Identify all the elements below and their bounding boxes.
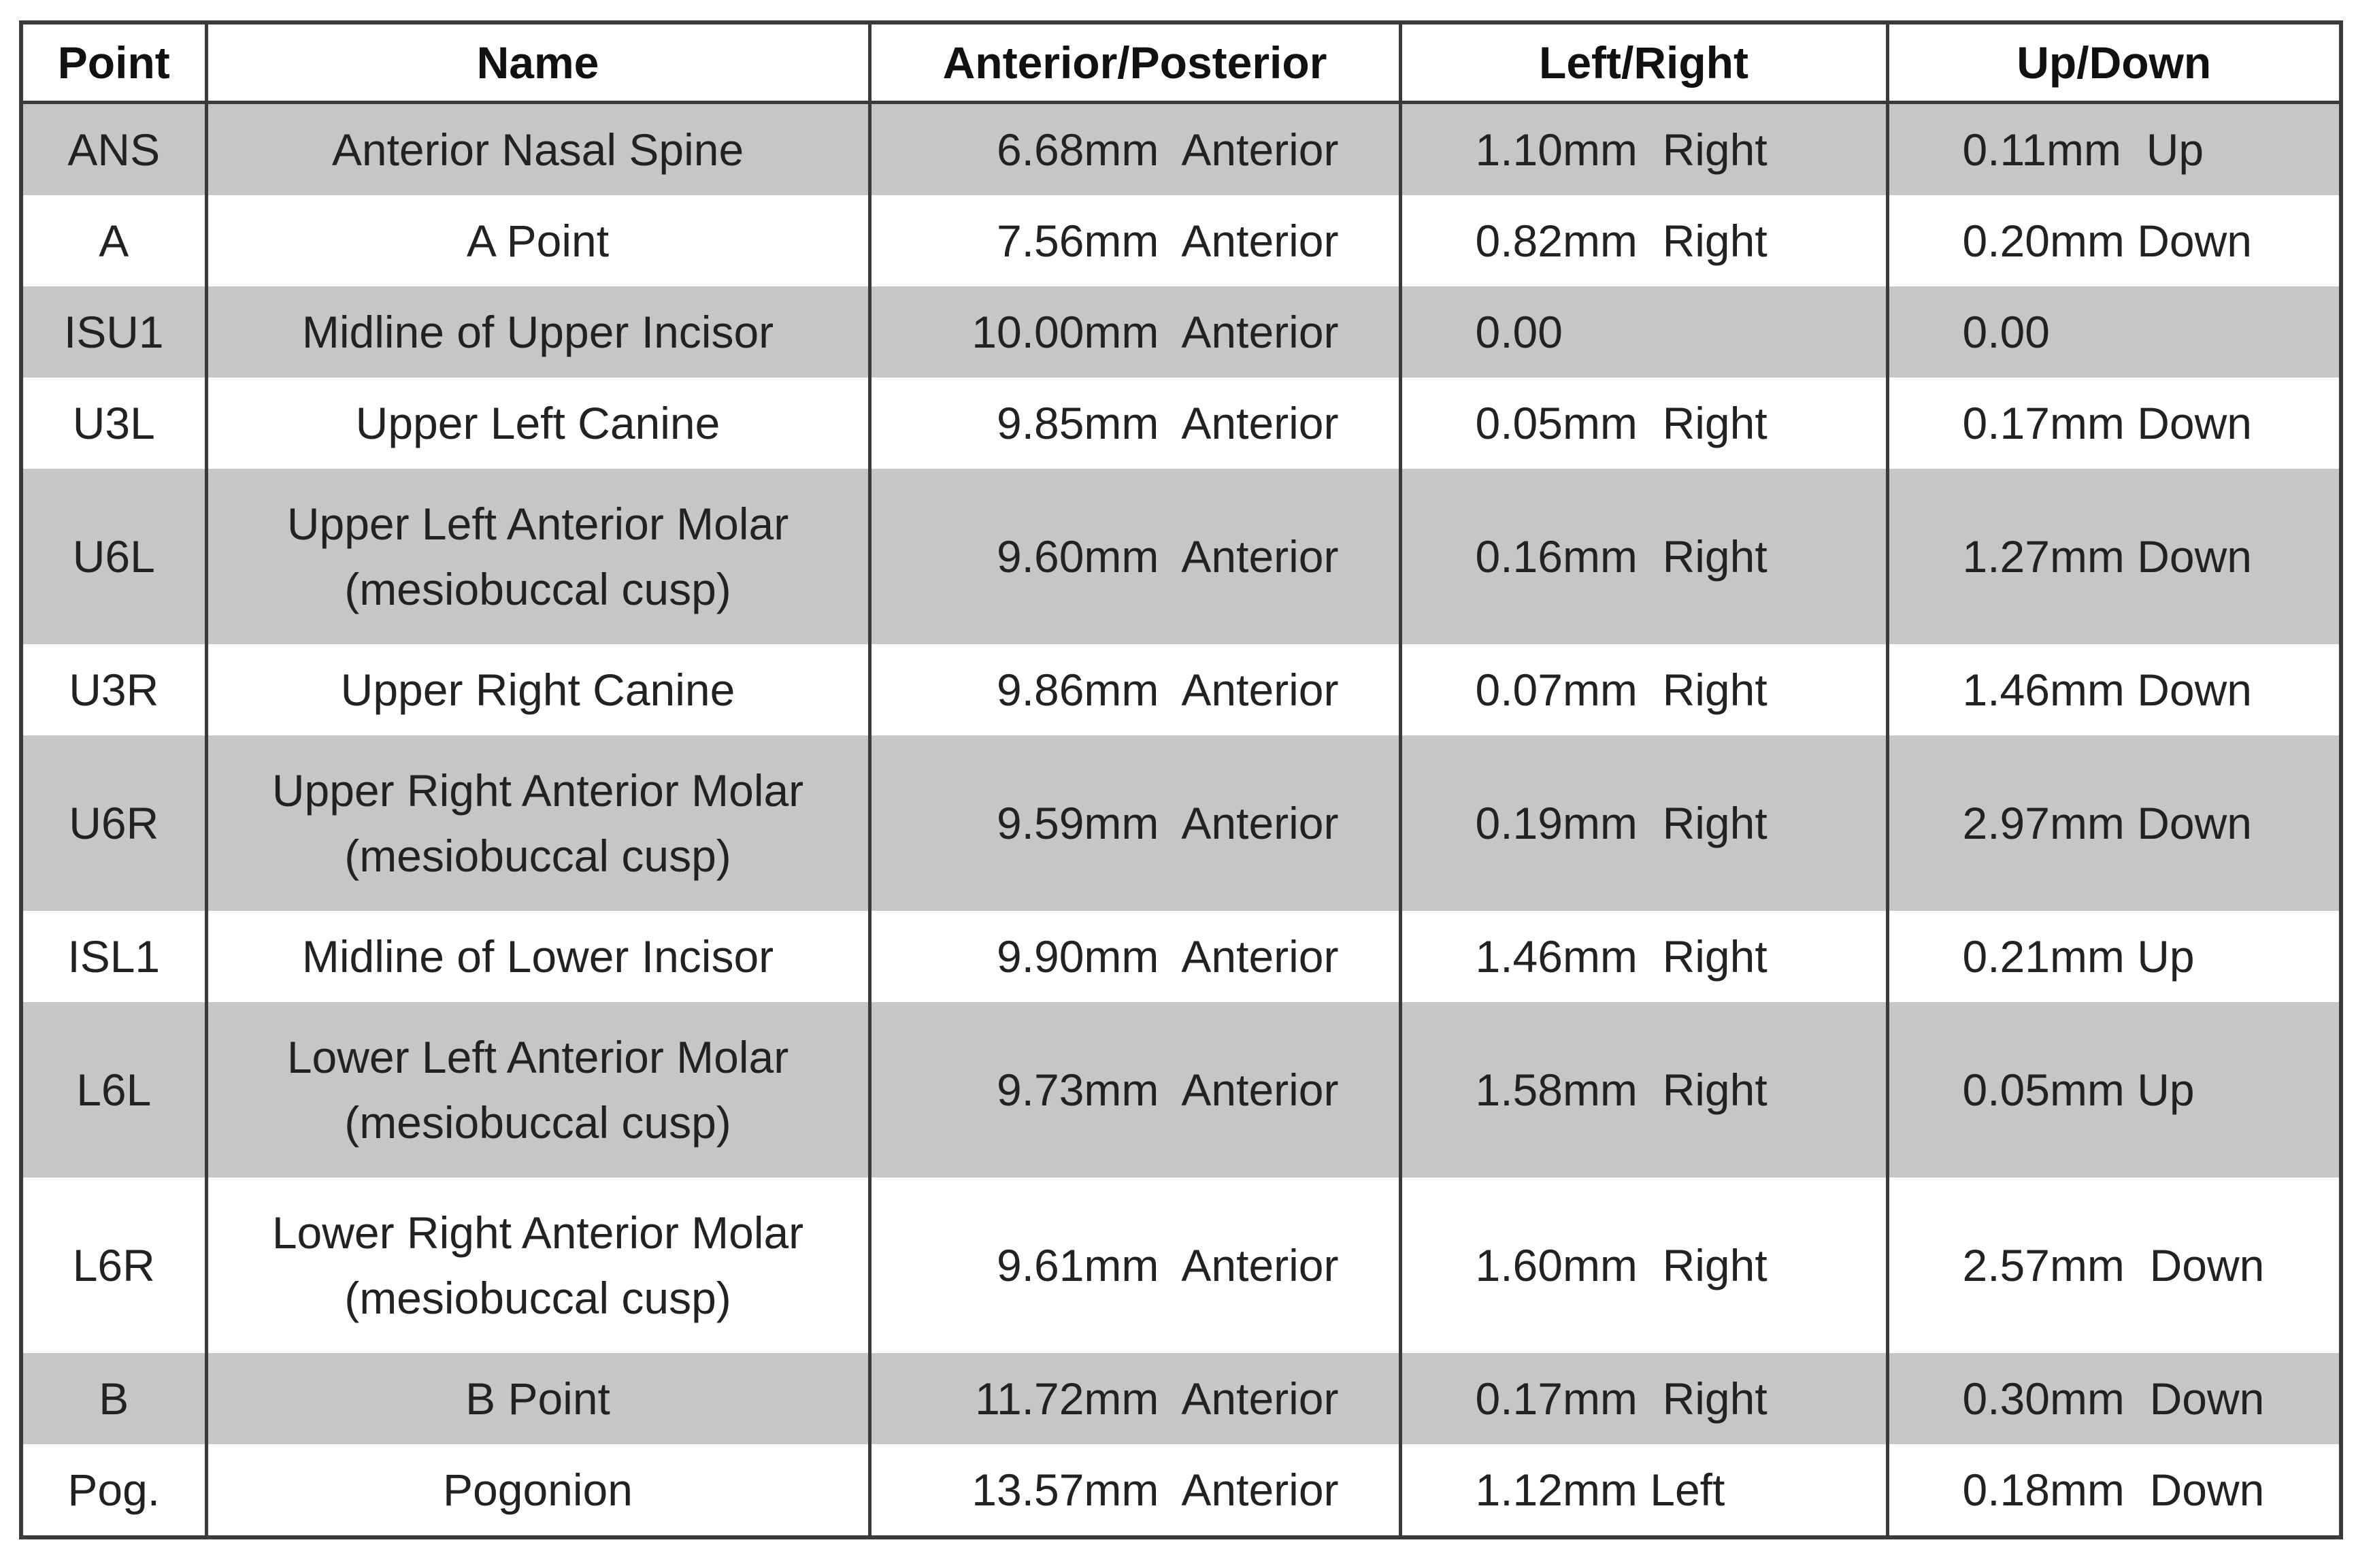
name-line: Lower Left Anterior Molar — [286, 1032, 789, 1082]
point-cell: ANS — [21, 103, 206, 196]
name-line: Upper Right Anterior Molar — [271, 765, 804, 816]
left-right-cell: 1.46mm Right — [1400, 911, 1887, 1002]
anterior-posterior-cell: 9.59mm Anterior — [869, 735, 1400, 911]
table-row — [21, 911, 2341, 1002]
point-cell: A — [21, 195, 206, 286]
name-line: Upper Left Canine — [355, 398, 720, 448]
name-line: Anterior Nasal Spine — [331, 124, 744, 175]
left-right-cell: 0.00 — [1400, 286, 1887, 378]
left-right-cell: 0.17mm Right — [1400, 1353, 1887, 1444]
name-cell — [206, 911, 869, 1002]
name-line: A Point — [466, 216, 610, 266]
name-cell — [206, 378, 869, 469]
anterior-posterior-cell: 9.90mm Anterior — [869, 911, 1400, 1002]
table-row — [21, 735, 2341, 911]
point-cell: L6L — [21, 1002, 206, 1178]
header-point: Point — [21, 22, 206, 103]
name-line: B Point — [465, 1373, 610, 1424]
table-row — [21, 1002, 2341, 1178]
up-down-cell: 0.30mm Down — [1887, 1353, 2341, 1444]
table-header — [21, 22, 2341, 103]
name-line: (mesiobuccal cusp) — [344, 564, 731, 614]
header-up-down: Up/Down — [1887, 22, 2341, 103]
point-cell: ISU1 — [21, 286, 206, 378]
name-line: Lower Right Anterior Molar — [271, 1207, 804, 1258]
left-right-cell: 0.07mm Right — [1400, 644, 1887, 735]
table-row — [21, 1444, 2341, 1537]
name-cell — [206, 1178, 869, 1353]
left-right-cell: 1.60mm Right — [1400, 1178, 1887, 1353]
name-cell — [206, 1444, 869, 1537]
header-name: Name — [206, 22, 869, 103]
up-down-cell: 1.46mm Down — [1887, 644, 2341, 735]
name-line: Pogonion — [443, 1465, 633, 1515]
header-row — [21, 22, 2341, 103]
up-down-cell: 2.97mm Down — [1887, 735, 2341, 911]
point-cell: U3L — [21, 378, 206, 469]
name-line: Upper Left Anterior Molar — [286, 499, 789, 549]
anterior-posterior-cell: 9.73mm Anterior — [869, 1002, 1400, 1178]
name-line: Midline of Upper Incisor — [301, 307, 774, 357]
table-row — [21, 103, 2341, 196]
point-cell: U3R — [21, 644, 206, 735]
table-row — [21, 1353, 2341, 1444]
point-cell: Pog. — [21, 1444, 206, 1537]
anterior-posterior-cell: 13.57mm Anterior — [869, 1444, 1400, 1537]
left-right-cell: 0.19mm Right — [1400, 735, 1887, 911]
anterior-posterior-cell: 9.60mm Anterior — [869, 469, 1400, 644]
up-down-cell: 0.05mm Up — [1887, 1002, 2341, 1178]
name-cell — [206, 1353, 869, 1444]
table-row — [21, 469, 2341, 644]
point-cell: L6R — [21, 1178, 206, 1353]
up-down-cell: 0.17mm Down — [1887, 378, 2341, 469]
point-cell: ISL1 — [21, 911, 206, 1002]
point-cell: B — [21, 1353, 206, 1444]
point-cell: U6L — [21, 469, 206, 644]
table-row — [21, 195, 2341, 286]
anterior-posterior-cell: 9.85mm Anterior — [869, 378, 1400, 469]
table-body — [21, 103, 2341, 1538]
up-down-cell: 0.21mm Up — [1887, 911, 2341, 1002]
up-down-cell: 0.11mm Up — [1887, 103, 2341, 196]
name-cell — [206, 644, 869, 735]
up-down-cell: 2.57mm Down — [1887, 1178, 2341, 1353]
up-down-cell: 0.18mm Down — [1887, 1444, 2341, 1537]
anterior-posterior-cell: 9.61mm Anterior — [869, 1178, 1400, 1353]
left-right-cell: 0.05mm Right — [1400, 378, 1887, 469]
up-down-cell: 0.20mm Down — [1887, 195, 2341, 286]
anterior-posterior-cell: 9.86mm Anterior — [869, 644, 1400, 735]
up-down-cell: 0.00 — [1887, 286, 2341, 378]
table-row — [21, 286, 2341, 378]
anterior-posterior-cell: 7.56mm Anterior — [869, 195, 1400, 286]
name-cell — [206, 103, 869, 196]
left-right-cell: 1.12mm Left — [1400, 1444, 1887, 1537]
name-line: Midline of Lower Incisor — [301, 931, 774, 982]
name-cell — [206, 735, 869, 911]
name-line: (mesiobuccal cusp) — [344, 831, 731, 881]
name-cell — [206, 195, 869, 286]
left-right-cell: 0.82mm Right — [1400, 195, 1887, 286]
name-line: (mesiobuccal cusp) — [344, 1097, 731, 1148]
name-cell — [206, 286, 869, 378]
table-row — [21, 644, 2341, 735]
name-cell — [206, 469, 869, 644]
header-anterior-posterior: Anterior/Posterior — [869, 22, 1400, 103]
table-row — [21, 378, 2341, 469]
left-right-cell: 0.16mm Right — [1400, 469, 1887, 644]
landmark-displacement-table — [19, 20, 2343, 1539]
table-row — [21, 1178, 2341, 1353]
left-right-cell: 1.10mm Right — [1400, 103, 1887, 196]
anterior-posterior-cell: 6.68mm Anterior — [869, 103, 1400, 196]
name-line: Upper Right Canine — [340, 665, 735, 715]
anterior-posterior-cell: 11.72mm Anterior — [869, 1353, 1400, 1444]
header-left-right: Left/Right — [1400, 22, 1887, 103]
up-down-cell: 1.27mm Down — [1887, 469, 2341, 644]
left-right-cell: 1.58mm Right — [1400, 1002, 1887, 1178]
point-cell: U6R — [21, 735, 206, 911]
anterior-posterior-cell: 10.00mm Anterior — [869, 286, 1400, 378]
name-cell — [206, 1002, 869, 1178]
name-line: (mesiobuccal cusp) — [344, 1273, 731, 1323]
